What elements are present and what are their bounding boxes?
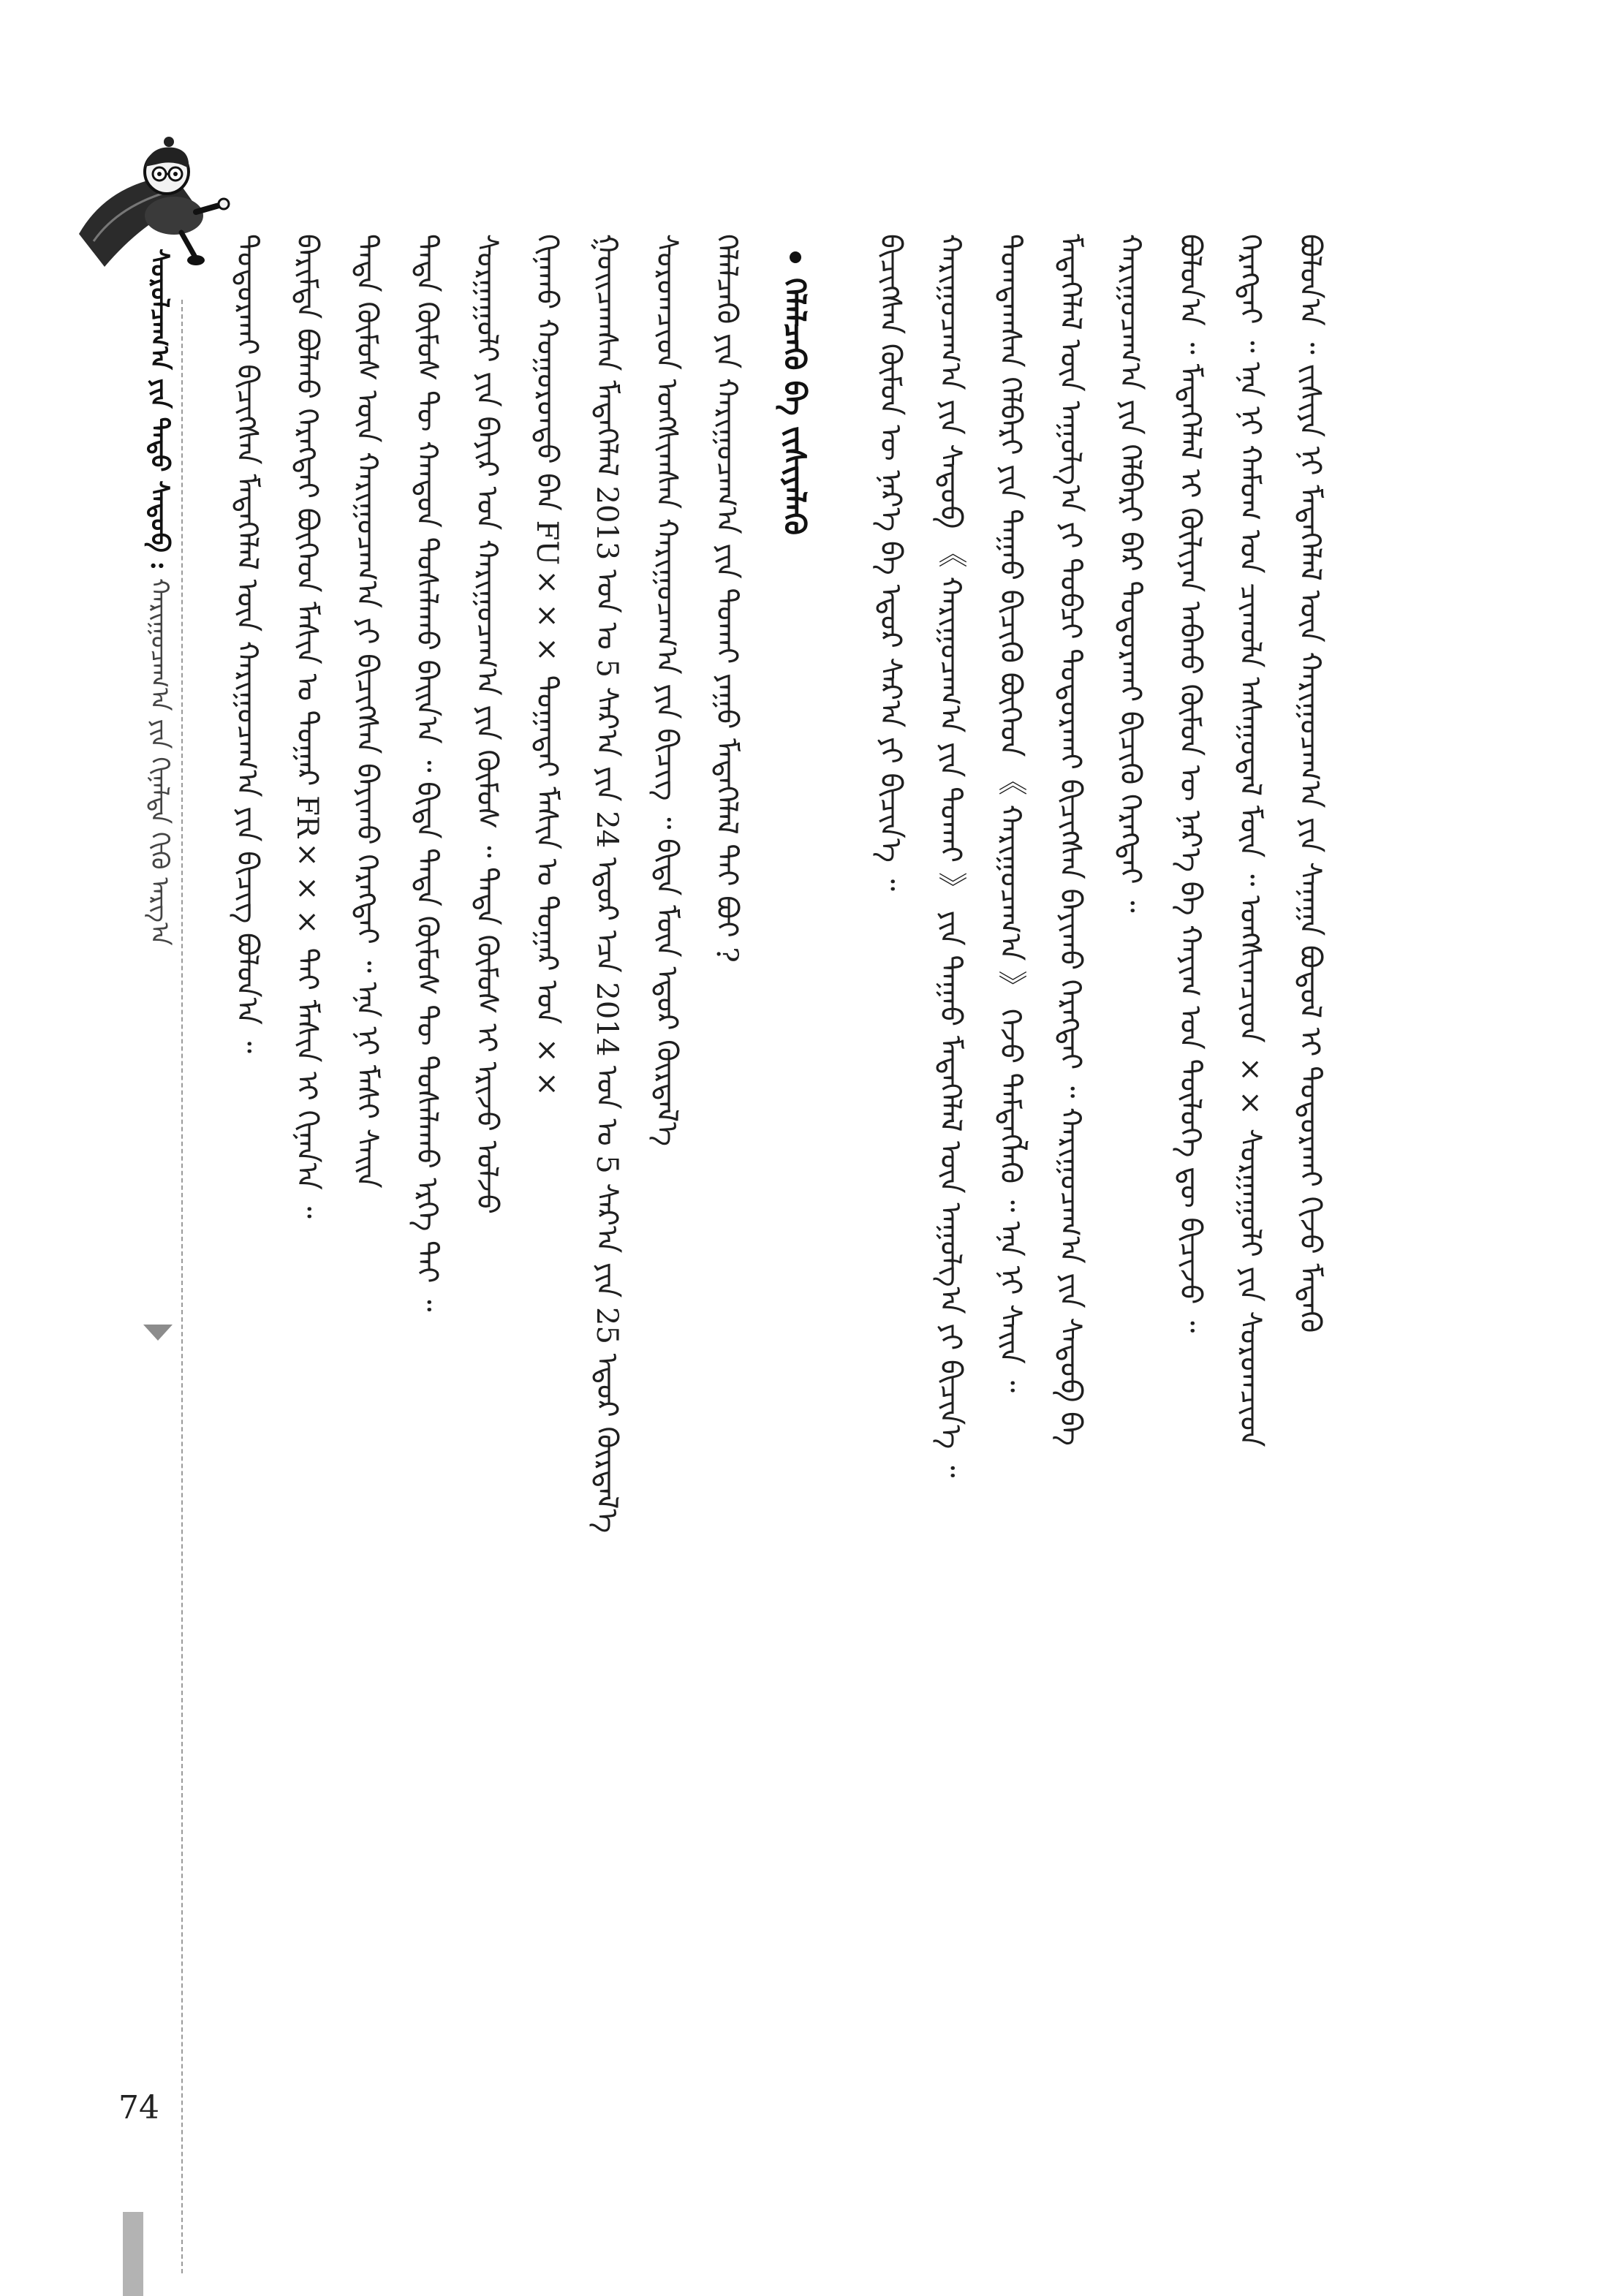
section-bullet-icon xyxy=(790,251,801,263)
top-paragraph-line: ᠪᠣᠯᠣᠨ᠎ᠠ ᠃ ᠵᠢᠰᠢᠶᠡ ᠨᠢ ᠮᠡᠳᠡᠭᠡᠯᠡᠯ ᠦᠨ ᠬᠠᠷᠢᠭᠤᠴᠠᠭ᠎ᠠ ᠶᠢᠨ ᠰᠠᠨᠠᠭᠠ ᠪᠣᠳᠣᠯ ᠢ ᠲᠣᠳᠣᠷᠬᠠᠢ ᠬᠢᠵᠦ ᠮᠡᠳᠡᠬᠦ xyxy=(1293,234,1327,1333)
header-divider xyxy=(181,300,183,2273)
sub-paragraph-line: ᠲᠣᠳᠣᠷᠬᠠᠢ ᠪᠢᠴᠢᠭᠰᠡᠨ ᠮᠡᠳᠡᠭᠡᠯᠡᠯ ᠦᠨ ᠬᠠᠷᠢᠭᠤᠴᠠᠭ᠎ᠠ ᠶᠢᠨ ᠪᠢᠴᠢᠭ᠌ ᠪᠣᠯᠣᠨ᠎ᠠ ᠃ xyxy=(230,234,264,1053)
sub-paragraph-line: ᠪᠠᠷᠢᠮᠲᠠ ᠪᠣᠯᠬᠤ ᠬᠡᠷᠡᠭᠲᠡᠢ ᠪᠥᠭᠡᠳ ᠮᠠᠰᠢᠨ ᠤ ᠳᠤᠭᠠᠷ FR××× ᠲᠠᠢ ᠮᠠᠰᠢᠨ ᠢ ᠬᠢᠨᠠᠨ᠎ᠠ ᠃ xyxy=(290,234,324,1219)
top-paragraph-line: ᠬᠠᠷᠢᠭᠤᠴᠠᠭ᠎ᠠ ᠶᠢᠨ ᠰᠡᠳᠦᠪ 《 ᠬᠠᠷᠢᠭᠤᠴᠠᠭ᠎ᠠ ᠶᠢᠨ ᠲᠤᠬᠠᠢ 》 ᠶᠢᠨ ᠳᠠᠭᠠᠤ ᠮᠡᠳᠡᠭᠡᠯᠡᠯ ᠦᠨ ᠠᠭᠤᠯᠭ᠎ᠠ ᠶᠢ ᠪᠢᠴᠢᠨ᠎ᠡ ᠃ xyxy=(934,234,967,1478)
header-chapter: ᠰᠤᠷᠤᠯᠴᠠᠭ᠎ᠠ ᠶᠢᠨ ᠳᠡᠳᠦ ᠰᠡᠳᠦᠪ : xyxy=(145,249,174,571)
sub-paragraph-line: ᠲᠡᠳᠡ ᠬᠦᠮᠦᠰ ᠲᠦ ᠬᠠᠨᠳᠤᠨ ᠲᠤᠰᠠᠯᠠᠬᠤ ᠪᠠᠢᠨ᠎ᠠ ᠃ ᠪᠢᠳᠡ ᠲᠡᠳᠡ ᠬᠦᠮᠦᠰ ᠲᠦ ᠲᠤᠰᠠᠯᠠᠬᠤ ᠡᠷᠬᠡ ᠲᠠᠢ ᠃ xyxy=(410,234,444,1312)
header-triangle-icon xyxy=(143,1325,173,1341)
sub-paragraph-line: ᠰᠤᠷᠤᠭᠴᠢᠳ ᠤᠩᠰᠢᠭᠰᠠᠨ ᠬᠠᠷᠢᠭᠤᠴᠠᠭ᠎ᠠ ᠶᠢᠨ ᠪᠢᠴᠢᠭ᠌ ᠃ ᠪᠢᠳᠡ ᠮᠥᠨ ᠡᠳᠦᠷ ᠬᠦᠷᠲᠡᠯ᠎ᠡ xyxy=(650,234,684,1147)
margin-tab xyxy=(123,2212,143,2296)
top-paragraph-line: ᠬᠡᠷᠡᠭᠲᠡᠢ ᠃ ᠡᠨᠡ ᠨᠢ ᠬᠠᠮᠤᠭ ᠤᠨ ᠴᠢᠬᠤᠯᠠ ᠠᠰᠠᠭᠤᠳᠠᠯ ᠮᠥᠨ ᠃ ᠤᠩᠰᠢᠭᠴᠢᠳ ×× ᠰᠤᠷᠭᠠᠭᠤᠯᠢ ᠶᠢᠨ ᠰᠤᠷᠤᠭᠴᠢᠳ xyxy=(1233,234,1267,1447)
sub-paragraph-line: ᠭᠤᠢᠴᠠᠭᠰᠠᠨ ᠮᠡᠳᠡᠭᠡᠯᠡᠯ 2013 ᠣᠨ ᠤ 5 ᠰᠠᠷ᠎ᠠ ᠶᠢᠨ 24 ᠡᠳᠦᠷ ᠡᠴᠡ 2014 ᠣᠨ ᠤ 5 ᠰᠠᠷ᠎ᠠ ᠶᠢᠨ 25 ᠡᠳᠦᠷ ᠬᠦᠷᠲᠡᠯ᠎ᠡ xyxy=(590,234,624,1534)
page-number: 74 xyxy=(118,2089,159,2126)
sub-paragraph-line: ᠲᠡᠳᠡ ᠬᠦᠮᠦᠰ ᠦᠨ ᠬᠠᠷᠢᠭᠤᠴᠠᠭ᠎ᠠ ᠶᠢ ᠪᠢᠴᠢᠭᠰᠡᠨ ᠪᠠᠶᠢᠬᠤ ᠬᠡᠷᠡᠭᠲᠡᠢ ᠃ ᠡᠨᠡ ᠨᠢ ᠮᠠᠰᠢ ᠰᠠᠢᠨ xyxy=(350,234,384,1189)
sub-paragraph-line: ᠬᠢᠨᠠᠬᠤ ᠬᠣᠭᠣᠷᠣᠨᠳᠣ ᠪᠠᠨ FU××× ᠲᠣᠭᠠᠲᠠᠢ ᠮᠠᠰᠢᠨ ᠤ ᠳᠤᠭᠠᠷ ᠤᠨ ×× xyxy=(530,234,564,1101)
header-topic: ᠬᠠᠷᠢᠭᠤᠴᠠᠭ᠎ᠠ ᠶᠢᠨ ᠬᠢᠨᠠᠯᠲᠠ ᠬᠢᠬᠦ ᠠᠷᠭ᠎ᠠ xyxy=(145,578,174,946)
top-paragraph-line: ᠲᠣᠭᠲᠠᠭᠰᠠᠨ ᠬᠡᠯᠪᠡᠷᠢ ᠶᠢᠨ ᠳᠠᠭᠠᠤ ᠪᠢᠴᠢᠬᠦ ᠪᠥᠭᠡᠳ 《 ᠬᠠᠷᠢᠭᠤᠴᠠᠭ᠎ᠠ 》 ᠭᠡᠵᠦ ᠲᠡᠮᠳᠡᠭᠯᠡᠬᠦ ᠃ ᠡᠨᠡ ᠨᠢ ᠰᠠᠢᠨ ᠃ xyxy=(994,234,1027,1393)
running-header xyxy=(137,249,181,1710)
top-paragraph-line: ᠬᠠᠷᠢᠭᠤᠴᠠᠭ᠎ᠠ ᠶᠢᠨ ᠬᠡᠯᠪᠡᠷᠢ ᠪᠡᠷ ᠲᠣᠳᠣᠷᠬᠠᠢ ᠪᠢᠴᠢᠬᠦ ᠬᠡᠷᠡᠭᠲᠡᠢ ᠃ xyxy=(1113,234,1147,913)
sub-paragraph-line: ᠰᠤᠷᠭᠠᠭᠤᠯᠢ ᠶᠢᠨ ᠪᠠᠶᠢᠷ ᠤᠨ ᠬᠠᠷᠢᠭᠤᠴᠠᠭ᠎ᠠ ᠶᠢᠨ ᠬᠦᠮᠦᠰ ᠃ ᠲᠡᠳᠡ ᠬᠦᠮᠦᠰ ᠢ ᠡᠷᠢᠵᠦ ᠣᠯᠵᠤ xyxy=(470,234,504,1214)
sub-paragraph-line: ᠬᠡᠯᠡᠯᠴᠡᠬᠦ ᠶᠢᠨ ᠬᠠᠷᠢᠭᠤᠴᠠᠭ᠎ᠠ ᠶᠢᠨ ᠲᠤᠬᠠᠢ ᠶᠠᠭᠤ ᠮᠡᠳᠡᠭᠡᠯᠡᠯ ᠲᠠᠢ ᠪᠣᠢ ? xyxy=(710,234,744,963)
top-paragraph-line: ᠪᠣᠯᠣᠨ᠎ᠠ ᠃ ᠮᠡᠳᠡᠭᠡᠯᠡᠯ ᠢ ᠬᠦᠯᠢᠶᠡᠨ ᠠᠪᠬᠤ ᠬᠦᠮᠦᠨ ᠦ ᠨᠡᠷ᠎ᠡ ᠪᠠ ᠬᠠᠶᠢᠭ ᠤᠨ ᠲᠥᠯᠥᠭᠡ ᠳᠦ ᠪᠢᠴᠢᠵᠦ ᠃ xyxy=(1173,234,1207,1333)
top-paragraph-line: ᠮᠡᠳᠡᠭᠡᠯᠡᠯ ᠦᠨ ᠠᠭᠤᠯᠭ᠎ᠠ ᠶᠢ ᠲᠣᠪᠴᠢ ᠲᠣᠳᠣᠷᠬᠠᠢ ᠪᠢᠴᠢᠭᠰᠡᠨ ᠪᠠᠶᠢᠬᠤ ᠬᠡᠷᠡᠭᠲᠡᠢ ᠃ ᠬᠠᠷᠢᠭᠤᠴᠠᠭ᠎ᠠ ᠶᠢᠨ ᠰᠡᠳᠦᠪ ᠪᠠ xyxy=(1053,234,1087,1446)
section-heading: ᠬᠡᠯᠡᠯᠴᠡᠬᠦ ᠪᠠ ᠵᠢᠱᠢᠶᠡᠯᠡᠬᠦ xyxy=(777,278,812,536)
top-paragraph-line: ᠪᠢᠴᠢᠭᠰᠡᠨ ᠬᠦᠮᠦᠨ ᠦ ᠨᠡᠷ᠎ᠡ ᠪᠠ ᠡᠳᠦᠷ ᠰᠠᠷ᠎ᠠ ᠶᠢ ᠪᠢᠴᠢᠨ᠎ᠡ ᠃ xyxy=(874,234,907,891)
